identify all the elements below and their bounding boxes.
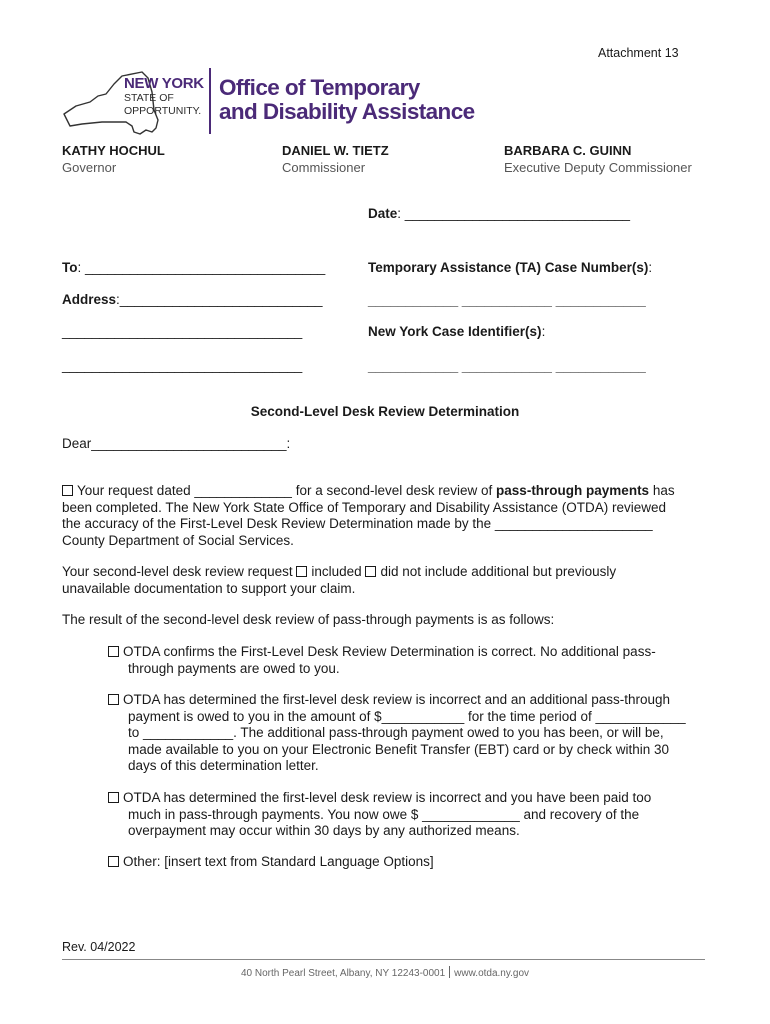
date-field[interactable] — [368, 206, 630, 221]
official-name: KATHY HOCHUL — [62, 143, 165, 158]
state-tagline-1: STATE OF — [124, 92, 174, 104]
paragraph-documentation: Your second-level desk review request included did not include additional but previously unavailable documentation to support your claim. — [62, 564, 617, 596]
option-overpaid: OTDA has determined the first-level desk review is incorrect and you have been paid too much in pass-through payments. You now owe $ _____________ and recovery of the overpayment may occur within 30 days by any authorized means. — [108, 790, 698, 840]
document-title: Second-Level Desk Review Determination — [250, 404, 520, 419]
salutation[interactable]: Dear__________________________: — [62, 436, 291, 451]
option-confirm-checkbox[interactable] — [108, 646, 119, 657]
logo-divider — [209, 68, 211, 134]
footer-separator — [449, 966, 450, 978]
official-title: Governor — [62, 160, 117, 175]
paragraph-result-intro: The result of the second-level desk review of pass-through payments is as follows: — [62, 612, 555, 627]
ny-case-label: New York Case Identifier(s): — [368, 324, 546, 339]
ta-case-blanks[interactable]: ____________ ____________ ____________ — [368, 292, 646, 307]
official-name: DANIEL W. TIETZ — [282, 143, 389, 158]
to-label: To — [62, 260, 78, 275]
official-name: BARBARA C. GUINN — [504, 143, 632, 158]
agency-name-line1: Office of Temporary — [219, 75, 420, 100]
to-blank: : ________________________________ — [77, 260, 326, 275]
agency-name-line2: and Disability Assistance — [219, 99, 475, 124]
date-label: Date — [368, 206, 398, 221]
address-label: Address — [62, 292, 117, 307]
address-field[interactable] — [62, 292, 323, 307]
option-owed-to-you: OTDA has determined the first-level desk review is incorrect and an additional pass-through payment is owed to you in the amount of $___________ for the time period of ____________ to ____________. The additional pass-through payment owed to you has been, or will be, made available to you on your Electronic Benefit Transfer (EBT) card or by check within 30 days of this determination letter. — [108, 692, 698, 775]
official-governor — [62, 143, 165, 175]
state-name: NEW YORK — [124, 75, 204, 92]
included-checkbox[interactable] — [296, 566, 307, 577]
paragraph-request: Your request dated _____________ for a second-level desk review of pass-through payments has been completed. The New York State Office of Temporary and Disability Assistance (OTDA) reviewed the accuracy of the First-Level Desk Review Determination made by the _____________________ County Department of Social Services. — [62, 483, 675, 548]
attachment-label: Attachment 13 — [598, 46, 679, 60]
state-wordmark — [124, 76, 204, 116]
option-confirm: OTDA confirms the First-Level Desk Review Determination is correct. No additional pass- through payments are owed to you. — [108, 644, 698, 677]
address-blank: :___________________________ — [116, 292, 323, 307]
ny-case-blanks[interactable]: ____________ ____________ ____________ — [368, 358, 646, 373]
request-checkbox[interactable] — [62, 485, 73, 496]
option-other-checkbox[interactable] — [108, 856, 119, 867]
footer-divider — [62, 959, 705, 960]
address-line-3[interactable]: ________________________________ — [62, 358, 303, 373]
official-commissioner — [282, 143, 389, 175]
footer-address: 40 North Pearl Street, Albany, NY 12243-0001 — [240, 968, 446, 979]
ta-case-label: Temporary Assistance (TA) Case Number(s): — [368, 260, 653, 275]
option-owed-checkbox[interactable] — [108, 694, 119, 705]
date-blank: : ______________________________ — [397, 206, 631, 221]
agency-name — [219, 76, 475, 124]
option-overpaid-checkbox[interactable] — [108, 792, 119, 803]
footer-website[interactable]: www.otda.ny.gov — [454, 968, 530, 979]
address-line-2[interactable]: ________________________________ — [62, 324, 303, 339]
footer — [0, 966, 770, 979]
revision-date: Rev. 04/2022 — [62, 940, 136, 954]
official-title: Commissioner — [282, 160, 366, 175]
official-title: Executive Deputy Commissioner — [504, 160, 692, 175]
not-included-checkbox[interactable] — [365, 566, 376, 577]
option-other: Other: [insert text from Standard Language Options] — [108, 854, 698, 871]
to-field[interactable] — [62, 260, 325, 275]
official-exec-deputy — [504, 143, 692, 175]
state-tagline-2: OPPORTUNITY. — [124, 104, 202, 117]
